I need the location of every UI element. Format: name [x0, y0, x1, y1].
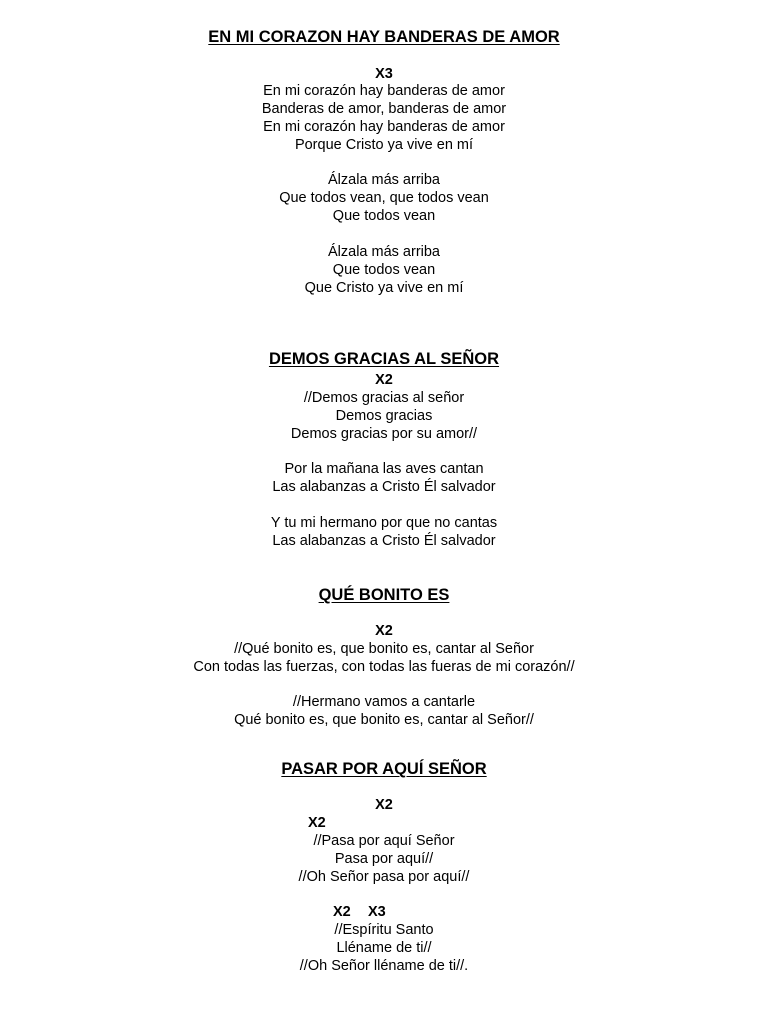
lyric-line: Lléname de ti//: [336, 940, 432, 956]
song-title: PASAR POR AQUÍ SEÑOR: [281, 760, 487, 778]
lyric-line: Demos gracias: [335, 408, 433, 424]
lyric-line: Demos gracias por su amor//: [290, 426, 478, 442]
repeat-marker: X3: [368, 904, 386, 920]
lyric-line: En mi corazón hay banderas de amor: [263, 83, 505, 99]
lyric-line: //Oh Señor lléname de ti//.: [299, 958, 469, 974]
lyric-line: //Oh Señor pasa por aquí//: [298, 869, 470, 885]
lyric-line: Las alabanzas a Cristo Él salvador: [272, 533, 496, 549]
lyric-line: Que todos vean: [332, 262, 436, 278]
lyric-line: En mi corazón hay banderas de amor: [263, 119, 505, 135]
lyric-line: Álzala más arriba: [327, 244, 440, 260]
lyric-line: Qué bonito es, que bonito es, cantar al Señor//: [234, 712, 534, 728]
lyric-line: Con todas las fuerzas, con todas las fueras de mi corazón//: [193, 659, 575, 675]
lyric-line: Porque Cristo ya vive en mí: [294, 137, 474, 153]
repeat-marker: X2: [308, 815, 326, 831]
song-title: QUÉ BONITO ES: [318, 586, 450, 604]
lyric-line: //Pasa por aquí Señor: [313, 833, 455, 849]
lyric-line: Pasa por aquí//: [334, 851, 434, 867]
lyric-line: Por la mañana las aves cantan: [284, 461, 484, 477]
song-title: EN MI CORAZON HAY BANDERAS DE AMOR: [208, 28, 560, 46]
lyric-line: Y tu mi hermano por que no cantas: [270, 515, 498, 531]
lyric-line: Banderas de amor, banderas de amor: [261, 101, 507, 117]
lyric-line: //Espíritu Santo: [334, 922, 434, 938]
lyric-line: Que Cristo ya vive en mí: [304, 280, 464, 296]
lyric-line: //Demos gracias al señor: [303, 390, 465, 406]
song-title: DEMOS GRACIAS AL SEÑOR: [268, 350, 500, 368]
lyric-line: //Qué bonito es, que bonito es, cantar al Señor: [234, 641, 534, 657]
repeat-marker: X2: [375, 372, 393, 388]
repeat-marker: X2: [375, 797, 393, 813]
lyric-line: Álzala más arriba: [327, 172, 440, 188]
repeat-marker: X2: [333, 904, 351, 920]
repeat-marker: X2: [375, 623, 393, 639]
lyric-line: Las alabanzas a Cristo Él salvador: [272, 479, 496, 495]
lyric-line: //Hermano vamos a cantarle: [292, 694, 476, 710]
lyric-line: Que todos vean, que todos vean: [279, 190, 489, 206]
repeat-marker: X3: [375, 66, 393, 82]
lyric-line: Que todos vean: [332, 208, 436, 224]
